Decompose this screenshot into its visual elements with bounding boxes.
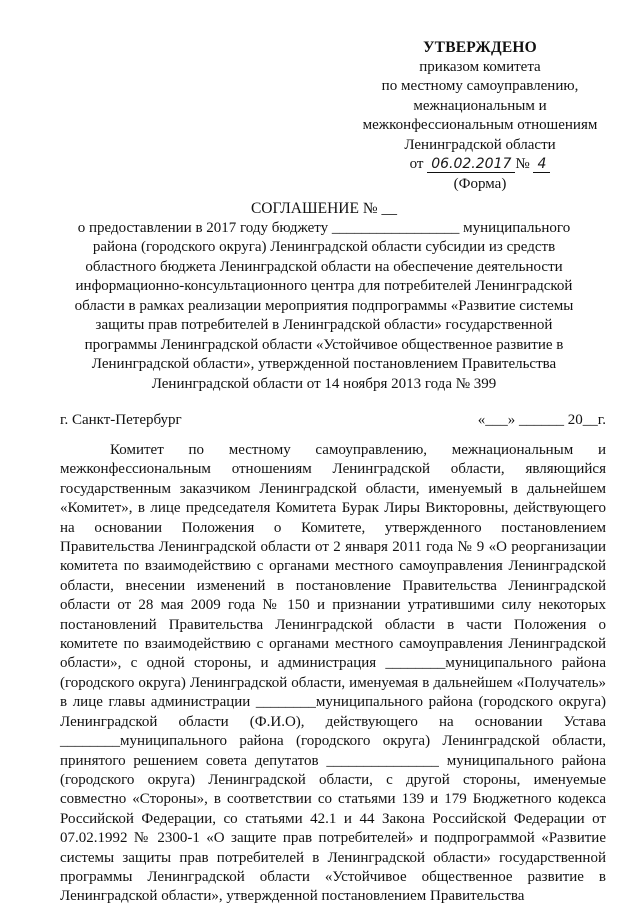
- approval-heading: УТВЕРЖДЕНО: [423, 39, 537, 56]
- approval-stamp: [340, 38, 620, 194]
- agreement-title-block: [64, 199, 584, 394]
- agreement-subject: о предоставлении в 2017 году бюджету _________________ муниципального района (городского округа) Ленинградской области субсидии из средств областного бюджета Ленинградской области на обеспечение деятельности информационно-консультационного центра для потребителей Ленинградской области в рамках реализации мероприятия подпрограммы «Развитие системы защиты прав потребителей в Ленинградской области» государственной программы Ленинградской области «Устойчивое общественное развитие в Ленинградской области», утвержденной постановлением Правительства Ленинградской области от 14 ноября 2013 года № 399: [74, 219, 574, 392]
- approval-date-prefix: от: [409, 156, 424, 172]
- approval-line-4: межконфессиональным отношениям: [362, 117, 598, 133]
- approval-line-1: приказом комитета: [419, 58, 541, 75]
- approval-line-2: по местному самоуправлению,: [381, 78, 579, 94]
- approval-line-5: Ленинградской области: [404, 136, 556, 153]
- approval-date-line: [340, 155, 620, 175]
- approval-form-label: (Форма): [453, 175, 507, 192]
- approval-number-handwritten: 4: [533, 156, 550, 173]
- date-blank: «___» ______ 20__г.: [477, 412, 606, 428]
- place-city: г. Санкт-Петербург: [60, 412, 182, 428]
- place-date-row: [60, 411, 606, 430]
- approval-number-prefix: №: [515, 156, 530, 172]
- approval-line-3: межнациональным и: [413, 97, 547, 114]
- approval-date-handwritten: 06.02.2017: [427, 156, 515, 173]
- agreement-title: СОГЛАШЕНИЕ № __: [250, 200, 398, 217]
- body-paragraph: Комитет по местному самоуправлению, межнациональным и межконфессиональным отношениям Ленинградской области, являющийся государственным заказчиком Ленинградской области, именуемый в дальнейшем «Комитет», в лице председателя Комитета Бурак Лиры Викторовны, действующего на основании Положения о Комитете, утвержденного постановлением Правительства Ленинградской области от 2 января 2011 года № 9 «О реорганизации комитета по взаимодействию с органами местного самоуправления Ленинградской области, внесении изменений в постановление Правительства Ленинградской области от 28 мая 2009 года № 150 и признании утратившими силу некоторых постановлений Правительства Ленинградской области в части Положения о комитете по взаимодействию с органами местного самоуправления Ленинградской области», с одной стороны, и администрация ________муниципального района (городского округа) Ленинградской области, именуемая в дальнейшем «Получатель» в лице главы администрации ________муниципального района (городского округа) Ленинградской области (Ф.И.О), действующего на основании Устава ________муниципального района (городского округа) Ленинградской области, принятого решением совета депутатов _______________ муниципального района (городского округа) Ленинградской области, с другой стороны, именуемые совместно «Стороны», в соответствии со статьями 139 и 179 Бюджетного кодекса Российской Федерации, со статьями 42.1 и 44 Закона Российской Федерации от 07.02.1992 № 2300-1 «О защите прав потребителей» и подпрограммой «Развитие системы защиты прав потребителей в Ленинградской области» государственной программы Ленинградской области «Устойчивое общественное развитие в Ленинградской области», утвержденной постановлением Правительства: [60, 442, 606, 905]
